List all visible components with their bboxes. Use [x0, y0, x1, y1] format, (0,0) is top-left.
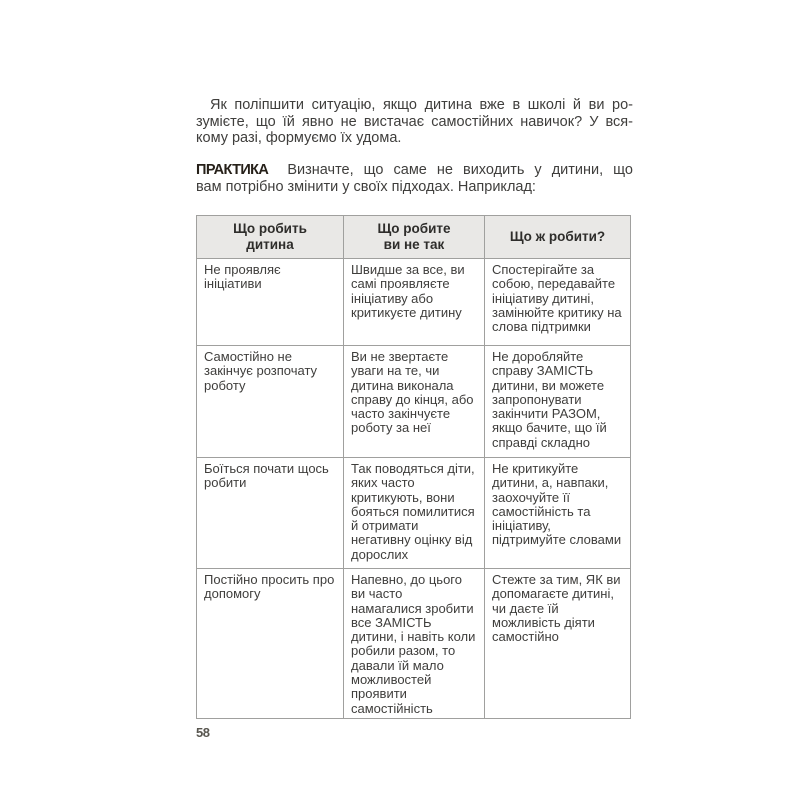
col-header-what-to-do: [485, 216, 631, 259]
cell-child-behavior: Постійно просить про допомогу: [197, 569, 344, 719]
cell-parent-mistake: Напевно, до цього ви часто намагалися зробити все ЗАМІСТЬ дитини, і навіть коли робили разом, то давали їй мало можливостей проявити самостійність: [344, 569, 485, 719]
intro-line-2: зумієте, що їй явно не вистачає самостійних навичок? У вся-: [196, 113, 633, 130]
practice-paragraph: [196, 162, 633, 196]
header-line: Що ж робити?: [509, 229, 606, 244]
table-row: [197, 569, 631, 719]
practice-table: [196, 215, 631, 719]
intro-line-1: Як поліпшити ситуацію, якщо дитина вже в школі й ви ро-: [210, 97, 633, 113]
cell-child-behavior: Боїться почати щось робити: [197, 458, 344, 569]
cell-parent-mistake: Швидше за все, ви самі проявляєте ініціативу або критикуєте дитину: [344, 259, 485, 346]
practice-label: ПРАКТИКА: [196, 162, 269, 178]
intro-paragraph: [196, 97, 633, 147]
cell-child-behavior: Самостійно не закінчує розпочату роботу: [197, 346, 344, 458]
header-line: ви не так: [383, 237, 445, 252]
cell-recommendation: Стежте за тим, ЯК ви допомагаєте дитині, чи даєте їй можливість діяти самостійно: [485, 569, 631, 719]
practice-text: Визначте, що саме не виходить у дитини, що: [287, 162, 633, 178]
page-number: 58: [196, 725, 210, 740]
col-header-what-child-does: [197, 216, 344, 259]
header-line: Що робите: [377, 221, 451, 236]
practice-line-1: [196, 162, 633, 179]
header-line: дитина: [246, 237, 294, 252]
table-row: [197, 458, 631, 569]
cell-recommendation: Не критикуйте дитини, а, навпаки, заохочуйте її самостійність та ініціативу, підтримуйте словами: [485, 458, 631, 569]
header-line: Що робить: [233, 221, 307, 236]
practice-line-2: вам потрібно змінити у своїх підходах. Наприклад:: [196, 179, 536, 195]
cell-parent-mistake: Ви не звертаєте уваги на те, чи дитина виконала справу до кінця, або часто закінчуєте роботу за неї: [344, 346, 485, 458]
table-header-row: [197, 216, 631, 259]
cell-recommendation: Спостерігайте за собою, передавайте ініціативу дитині, замінюйте критику на слова підтримки: [485, 259, 631, 346]
col-header-what-you-do-wrong: [344, 216, 485, 259]
table-row: [197, 346, 631, 458]
cell-parent-mistake: Так поводяться діти, яких часто критикують, вони бояться помилитися й отримати негативну оцінку від дорослих: [344, 458, 485, 569]
cell-child-behavior: Не проявляє ініціативи: [197, 259, 344, 346]
cell-recommendation: Не доробляйте справу ЗАМІСТЬ дитини, ви можете запропонувати закінчити РАЗОМ, якщо бачите, що їй справді складно: [485, 346, 631, 458]
table-row: [197, 259, 631, 346]
intro-line-3: кому разі, формуємо їх удома.: [196, 130, 402, 146]
